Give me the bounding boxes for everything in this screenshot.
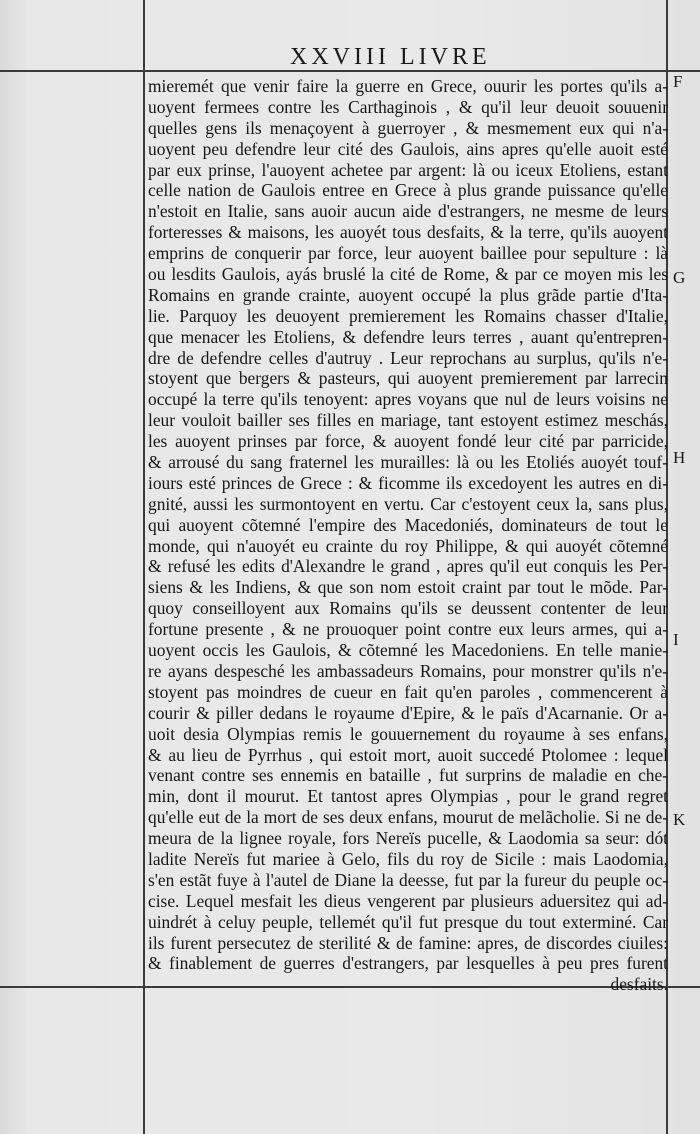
text-line: gnité, aussi les surmontoyent en vertu. Car c'estoyent ceux la, sans plus, bbox=[148, 493, 668, 514]
margin-letter-k: K bbox=[673, 810, 686, 829]
text-line: qui auoyent cõtemné l'empire des Macedoniés, dominateurs de tout le bbox=[148, 514, 668, 535]
text-line: les auoyent prinses par force, & auoyent fondé leur cité par parricide, bbox=[148, 431, 668, 452]
text-line: meura de la lignee royale, fors Nereïs pucelle, & Laodomia sa seur: dót bbox=[148, 828, 668, 849]
text-line: n'estoit en Italie, sans auoir aucun aide d'estrangers, ne mesme de leurs bbox=[148, 201, 668, 222]
left-margin-rule bbox=[143, 0, 145, 1134]
text-line: Romains en grande crainte, auoyent occupé la plus grãde partie d'Ita- bbox=[148, 284, 668, 305]
header-rule bbox=[0, 70, 700, 72]
text-line: monde, qui n'auoyét eu crainte du roy Philippe, & qui auoyét cõtemné bbox=[148, 535, 668, 556]
text-line: & au lieu de Pyrrhus , qui estoit mort, auoit succedé Ptolomee : lequel bbox=[148, 744, 668, 765]
body-text bbox=[148, 76, 668, 995]
text-line: uoyent peu defendre leur cité des Gaulois, ains apres qu'elle auoit esté bbox=[148, 138, 668, 159]
text-line: & refusé les edits d'Alexandre le grand , apres qu'il eut conquis les Per- bbox=[148, 556, 668, 577]
text-line: occupé la terre qu'ils tenoyent: apres voyans que nul de leurs voisins ne bbox=[148, 389, 668, 410]
text-line: stoyent pas moindres de cueur en fait qu'en paroles , commencerent à bbox=[148, 681, 668, 702]
text-line: venant contre ses ennemis en bataille , fut surprins de maladie en che- bbox=[148, 765, 668, 786]
text-line: ou lesdits Gaulois, ayás bruslé la cité de Rome, & par ce moyen mis les bbox=[148, 264, 668, 285]
text-line: uoit desia Olympias remis le gouuernement du royaume à ses enfans, bbox=[148, 723, 668, 744]
text-line: siens & les Indiens, & que son nom estoit craint par tout le mõde. Par- bbox=[148, 577, 668, 598]
text-line: fortune presente , & ne prouoquer point contre eux leurs armes, qui a- bbox=[148, 619, 668, 640]
text-line: stoyent que bergers & pasteurs, qui auoyent premierement par larrecin bbox=[148, 368, 668, 389]
text-line: re ayans despesché les ambassadeurs Romains, pour monstrer qu'ils n'e- bbox=[148, 660, 668, 681]
running-title: XXVIII LIVRE bbox=[290, 44, 491, 70]
text-line: iours esté princes de Grece : & ficomme ils excedoyent les autres en di- bbox=[148, 472, 668, 493]
text-line: uoyent fermees contre les Carthaginois , & qu'il leur deuoit souuenir bbox=[148, 96, 668, 117]
text-line: s'en estãt fuye à l'autel de Diane la deesse, fut par la fureur du peuple oc- bbox=[148, 869, 668, 890]
text-line: que menacer les Etoliens, & defendre leurs terres , auant qu'entrepren- bbox=[148, 326, 668, 347]
text-line: par eux prinse, l'auoyent achetee par argent: là ou iceux Etoliens, estant bbox=[148, 159, 668, 180]
text-line: & arrousé du sang fraternel les murailles: là ou les Etoliés auoyét touf- bbox=[148, 452, 668, 473]
text-line: min, dont il mourut. Et tantost apres Olympias , pour le grand regret bbox=[148, 786, 668, 807]
text-line: ils furent persecutez de sterilité & de famine: apres, de discordes ciuiles: bbox=[148, 932, 668, 953]
text-line: ladite Nereïs fut mariee à Gelo, fils du roy de Sicile : mais Laodomia, bbox=[148, 848, 668, 869]
text-line: quoy conseilloyent aux Romains qu'ils se deussent contenter de leur bbox=[148, 598, 668, 619]
margin-letter-f: F bbox=[673, 72, 683, 91]
text-line: emprins de conquerir par force, leur auoyent baillee pour sepulture : là bbox=[148, 243, 668, 264]
text-line: qu'elle eut de la mort de ses deux enfans, mourut de melãcholie. Si ne de- bbox=[148, 807, 668, 828]
text-line: uindrét à celuy peuple, tellemét qu'il fut presque du tout exterminé. Car bbox=[148, 911, 668, 932]
text-line: uoyent occis les Gaulois, & cõtemné les Macedoniens. En telle manie- bbox=[148, 640, 668, 661]
text-line: celle nation de Gaulois entree en Grece à plus grande puissance qu'elle bbox=[148, 180, 668, 201]
text-line: cise. Lequel mesfait les dieus vengerent par plusieurs aduersitez qui ad- bbox=[148, 890, 668, 911]
margin-letter-g: G bbox=[673, 268, 686, 287]
text-line: mieremét que venir faire la guerre en Grece, ouurir les portes qu'ils a- bbox=[148, 76, 668, 96]
text-line-final: desfaits. bbox=[610, 974, 668, 995]
margin-letter-i: I bbox=[673, 630, 679, 649]
text-line: leur vouloit bailler ses filles en mariage, tant estoyent estimez meschás, bbox=[148, 410, 668, 431]
margin-letter-h: H bbox=[673, 448, 686, 467]
text-line: lie. Parquoy les deuoyent premierement les Romains chasser d'Italie, bbox=[148, 305, 668, 326]
text-line: & finablement de guerres d'estrangers, par lesquelles à peu pres furent bbox=[148, 953, 668, 974]
text-line: dre de defendre celles d'autruy . Leur reprochans au surplus, qu'ils n'e- bbox=[148, 347, 668, 368]
text-line: forteresses & maisons, les auoyét tous desfaits, & la terre, qu'ils auoyent bbox=[148, 222, 668, 243]
text-line: courir & piller dedans le royaume d'Epire, & le païs d'Acarnanie. Or a- bbox=[148, 702, 668, 723]
text-line: quelles gens ils menaçoyent à guerroyer , & mesmement eux qui n'a- bbox=[148, 117, 668, 138]
